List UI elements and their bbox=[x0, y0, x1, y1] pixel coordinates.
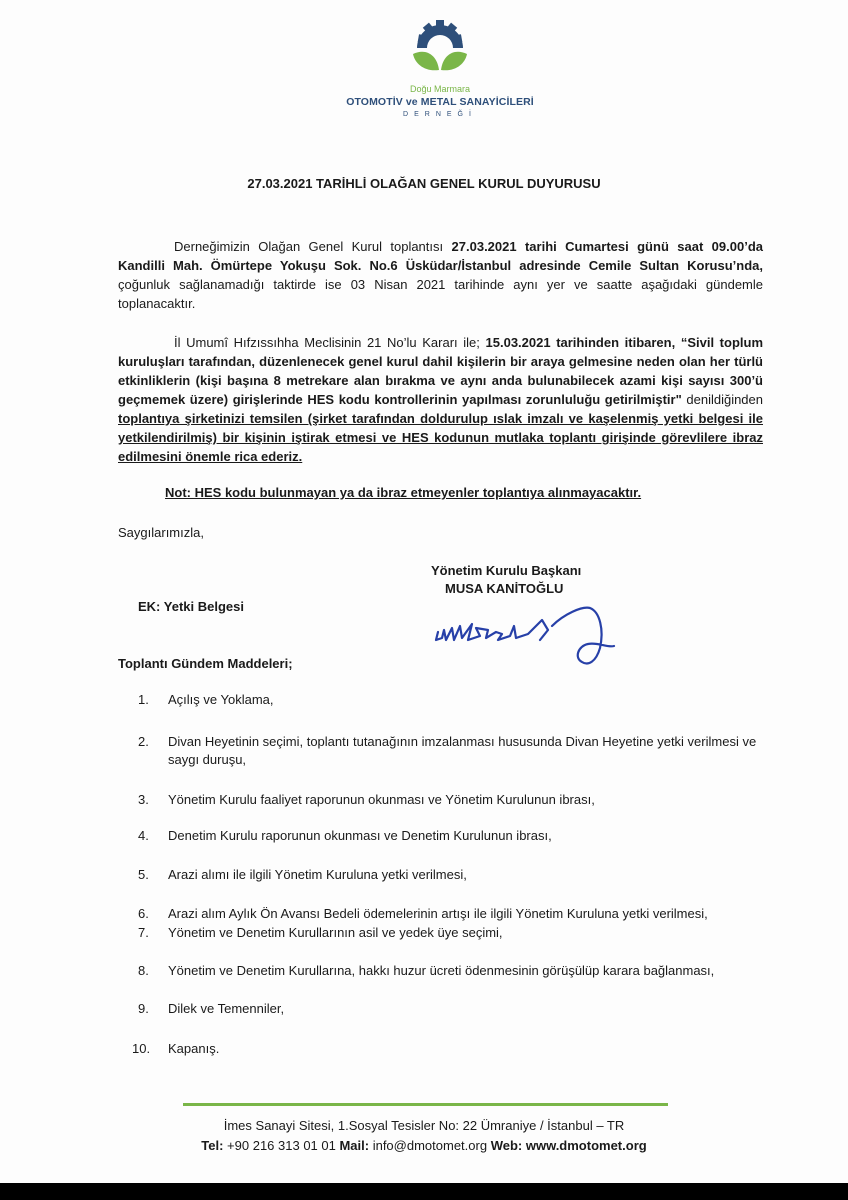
tel-label: Tel: bbox=[201, 1138, 224, 1153]
agenda-item bbox=[138, 905, 768, 923]
tel-value: +90 216 313 01 01 bbox=[223, 1138, 340, 1153]
agenda-number: 4. bbox=[138, 828, 149, 843]
hes-code-paragraph bbox=[118, 333, 763, 466]
attachment-label: EK: Yetki Belgesi bbox=[138, 599, 244, 614]
announcement-paragraph bbox=[118, 237, 763, 313]
representation-request: toplantıya şirketinizi temsilen (şirket tarafından doldurulup ıslak imzalı ve kaşelenmiş yetki belgesi ile yetkilendirilmiş) bir kişinin iştirak etmesi ve HES kodunun mutlaka toplantı girişinde görevlilere ibraz edilmesini önemle rica ederiz. bbox=[118, 411, 763, 464]
agenda-number: 6. bbox=[138, 906, 149, 921]
agenda-text: Kapanış. bbox=[168, 1041, 220, 1056]
web-value: www.dmotomet.org bbox=[522, 1138, 647, 1153]
logo-dernegi-text: DERNEĞİ bbox=[403, 111, 477, 118]
agenda-item bbox=[138, 1000, 768, 1018]
closing-greeting: Saygılarımızla, bbox=[118, 525, 204, 540]
agenda-text: Yönetim ve Denetim Kurullarına, hakkı huzur ücreti ödenmesinin görüşülüp karara bağlanması, bbox=[168, 963, 715, 978]
mail-label: Mail: bbox=[339, 1138, 370, 1153]
hes-code-note: Not: HES kodu bulunmayan ya da ibraz etmeyenler toplantıya alınmayacaktır. bbox=[165, 485, 642, 500]
agenda-number: 2. bbox=[138, 734, 149, 749]
agenda-title: Toplantı Gündem Maddeleri; bbox=[118, 656, 293, 671]
document-title: 27.03.2021 TARİHLİ OLAĞAN GENEL KURUL DUYURUSU bbox=[247, 176, 601, 191]
agenda-item bbox=[132, 1040, 768, 1058]
footer-divider bbox=[183, 1103, 668, 1106]
agenda-number: 10. bbox=[132, 1041, 151, 1056]
logo-region-text: Doğu Marmara bbox=[409, 84, 471, 94]
agenda-item bbox=[138, 827, 768, 845]
signatory-block bbox=[431, 562, 581, 598]
association-logo bbox=[340, 18, 540, 133]
agenda-number: 1. bbox=[138, 692, 149, 707]
signatory-name: MUSA KANİTOĞLU bbox=[445, 581, 564, 596]
paragraph-text: denildiğinden bbox=[681, 392, 763, 407]
agenda-item bbox=[138, 691, 768, 709]
agenda-number: 3. bbox=[138, 792, 149, 807]
agenda-number: 5. bbox=[138, 867, 149, 882]
scan-bottom-edge bbox=[0, 1183, 848, 1200]
agenda-item bbox=[138, 866, 768, 884]
handwritten-signature bbox=[432, 600, 617, 670]
agenda-text: Yönetim Kurulu faaliyet raporunun okunması ve Yönetim Kurulunun ibrası, bbox=[168, 792, 595, 807]
agenda-text: Açılış ve Yoklama, bbox=[168, 692, 274, 707]
agenda-number: 9. bbox=[138, 1001, 149, 1016]
agenda-text: Dilek ve Temenniler, bbox=[168, 1001, 285, 1016]
agenda-text: Divan Heyetinin seçimi, toplantı tutanağının imzalanması hususunda Divan Heyetine yetki verilmesi ve saygı duruşu, bbox=[168, 734, 757, 767]
agenda-item bbox=[138, 733, 768, 769]
agenda-text: Yönetim ve Denetim Kurullarının asil ve yedek üye seçimi, bbox=[168, 925, 503, 940]
agenda-item bbox=[138, 791, 768, 809]
footer-address: İmes Sanayi Sitesi, 1.Sosyal Tesisler No: 22 Ümraniye / İstanbul – TR bbox=[223, 1118, 625, 1133]
agenda-item bbox=[138, 924, 768, 942]
paragraph-text: Derneğimizin Olağan Genel Kurul toplantısı bbox=[174, 239, 452, 254]
agenda-number: 8. bbox=[138, 963, 149, 978]
agenda-number: 7. bbox=[138, 925, 149, 940]
agenda-text: Arazi alımı ile ilgili Yönetim Kuruluna yetki verilmesi, bbox=[168, 867, 467, 882]
gear-leaf-logo-icon bbox=[405, 18, 475, 80]
logo-association-name: OTOMOTİV ve METAL SANAYİCİLERİ bbox=[346, 96, 534, 108]
footer-contact bbox=[0, 1138, 848, 1153]
regulation-quote: 15.03.2021 tarihinden itibaren, “Sivil toplum kuruluşları tarafından, düzenlenecek genel kurul dahil kişilerin bir araya gelmesine neden olan her türlü etkinliklerin (kişi başına 8 metrekare alan bırakma ve aynı anda bulunabilecek azami kişi sayısı 300’ü geçmemek üzere) girişlerinde HES kodu kontrollerinin yapılması zorunluluğu getirilmiştir" bbox=[118, 335, 763, 407]
agenda-text: Arazi alım Aylık Ön Avansı Bedeli ödemelerinin artışı ile ilgili Yönetim Kuruluna yetki verilmesi, bbox=[168, 906, 708, 921]
web-label: Web: bbox=[490, 1138, 523, 1153]
agenda-text: Denetim Kurulu raporunun okunması ve Denetim Kurulunun ibrası, bbox=[168, 828, 552, 843]
meeting-date-location: 27.03.2021 tarihi Cumartesi günü saat 09.00’da Kandilli Mah. Ömürtepe Yokuşu Sok. No.6 Üsküdar/İstanbul adresinde Cemile Sultan Korusu’nda, bbox=[118, 239, 763, 273]
paragraph-text: çoğunluk sağlanamadığı taktirde ise 03 Nisan 2021 tarihinde aynı yer ve saatte aşağıdaki gündemle toplanacaktır. bbox=[118, 277, 763, 311]
paragraph-text: İl Umumî Hıfzıssıhha Meclisinin 21 No’lu Kararı ile; bbox=[174, 335, 486, 350]
mail-value: info@dmotomet.org bbox=[369, 1138, 491, 1153]
agenda-item bbox=[138, 962, 768, 980]
signatory-role: Yönetim Kurulu Başkanı bbox=[431, 563, 582, 578]
